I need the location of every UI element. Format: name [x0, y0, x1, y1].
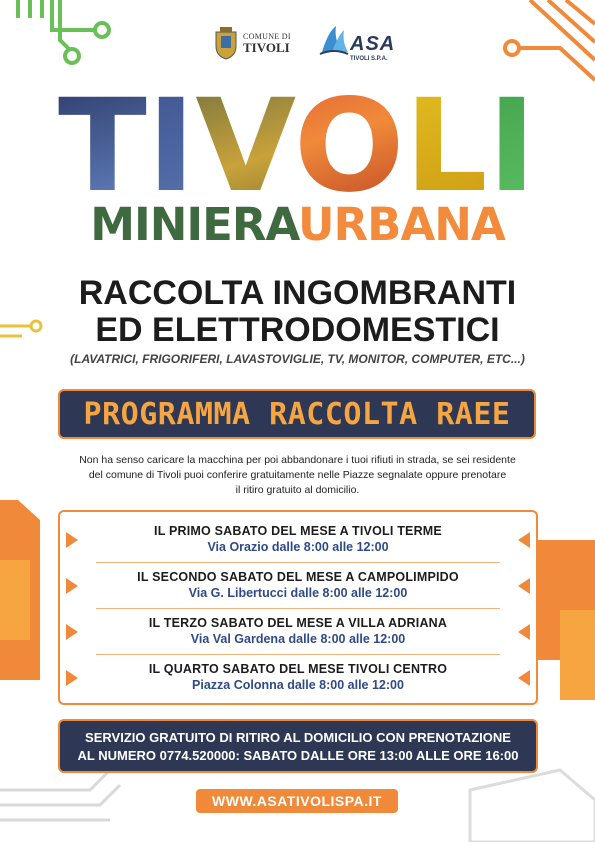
title-letter: L: [404, 90, 487, 198]
heading-line-1: RACCOLTA INGOMBRANTI: [78, 274, 517, 312]
service-line-2: AL NUMERO 0774.520000: SABATO DALLE ORE 13:00 ALLE ORE 16:00: [77, 747, 519, 763]
schedule-title: IL TERZO SABATO DEL MESE A VILLA ADRIANA: [148, 616, 448, 630]
asa-subtitle: TIVOLI S.P.A.: [350, 56, 388, 62]
schedule-row: [96, 610, 500, 655]
title-letter: V: [195, 90, 293, 198]
arrow-left-icon: [518, 578, 530, 594]
arrow-left-icon: [518, 670, 530, 686]
arrow-right-icon: [66, 624, 78, 640]
program-banner: [58, 389, 536, 439]
title-letter: I: [487, 90, 536, 198]
schedule-place: Piazza Colonna dalle 8:00 alle 12:00: [192, 678, 404, 692]
comune-logo: [213, 26, 291, 60]
schedule-place: Via G. Libertucci dalle 8:00 alle 12:00: [188, 586, 408, 600]
title-tivoli: [58, 90, 538, 198]
schedule-row: [96, 656, 500, 700]
comune-label: COMUNE DI: [243, 31, 291, 41]
schedule-box: [58, 510, 538, 705]
subtitle-miniera-urbana: [0, 198, 595, 251]
schedule-row: [96, 564, 500, 609]
subtitle-part-miniera: MINIERA: [90, 198, 298, 251]
arrow-right-icon: [66, 578, 78, 594]
intro-line-2: del comune di Tivoli puoi conferire gratuitamente nelle Piazze segnalate oppure prenotare: [88, 469, 507, 482]
arrow-left-icon: [518, 624, 530, 640]
schedule-title: IL SECONDO SABATO DEL MESE A CAMPOLIMPIDO: [137, 570, 459, 584]
arrow-right-icon: [66, 532, 78, 548]
comune-name: TIVOLI: [243, 39, 290, 55]
program-banner-label: PROGRAMMA RACCOLTA RAEE: [83, 396, 511, 432]
service-line-1: SERVIZIO GRATUITO DI RITIRO AL DOMICILIO CON PRENOTAZIONE: [85, 730, 511, 745]
intro-text: [60, 453, 535, 499]
title-letter: O: [293, 90, 403, 198]
heading-examples: (LAVATRICI, FRIGORIFERI, LAVASTOVIGLIE, TV, MONITOR, COMPUTER, ETC...): [70, 352, 525, 366]
crest-icon: [213, 26, 239, 60]
schedule-title: IL PRIMO SABATO DEL MESE A TIVOLI TERME: [154, 524, 442, 538]
service-box: [58, 719, 538, 773]
schedule-place: Via Orazio dalle 8:00 alle 12:00: [207, 540, 389, 554]
arrow-left-icon: [518, 532, 530, 548]
title-letter: T: [58, 90, 146, 198]
asa-name: ASA: [350, 33, 396, 55]
title-tivoli-text: [58, 90, 536, 198]
schedule-place: Via Val Gardena dalle 8:00 alle 12:00: [190, 632, 406, 646]
title-letter: I: [146, 90, 195, 198]
intro-line-3: il ritiro gratuito al domicilio.: [235, 484, 360, 497]
arrow-right-icon: [66, 670, 78, 686]
heading-line-2: ED ELETTRODOMESTICI: [95, 311, 500, 349]
subtitle-part-urbana: URBANA: [297, 198, 505, 251]
schedule-row: [96, 518, 500, 563]
intro-line-1: Non ha senso caricare la macchina per poi abbandonare i tuoi rifiuti in strada, se sei residente: [79, 454, 516, 466]
schedule-title: IL QUARTO SABATO DEL MESE TIVOLI CENTRO: [148, 662, 448, 676]
website-link[interactable]: WWW.ASATIVOLISPA.IT: [196, 789, 398, 813]
